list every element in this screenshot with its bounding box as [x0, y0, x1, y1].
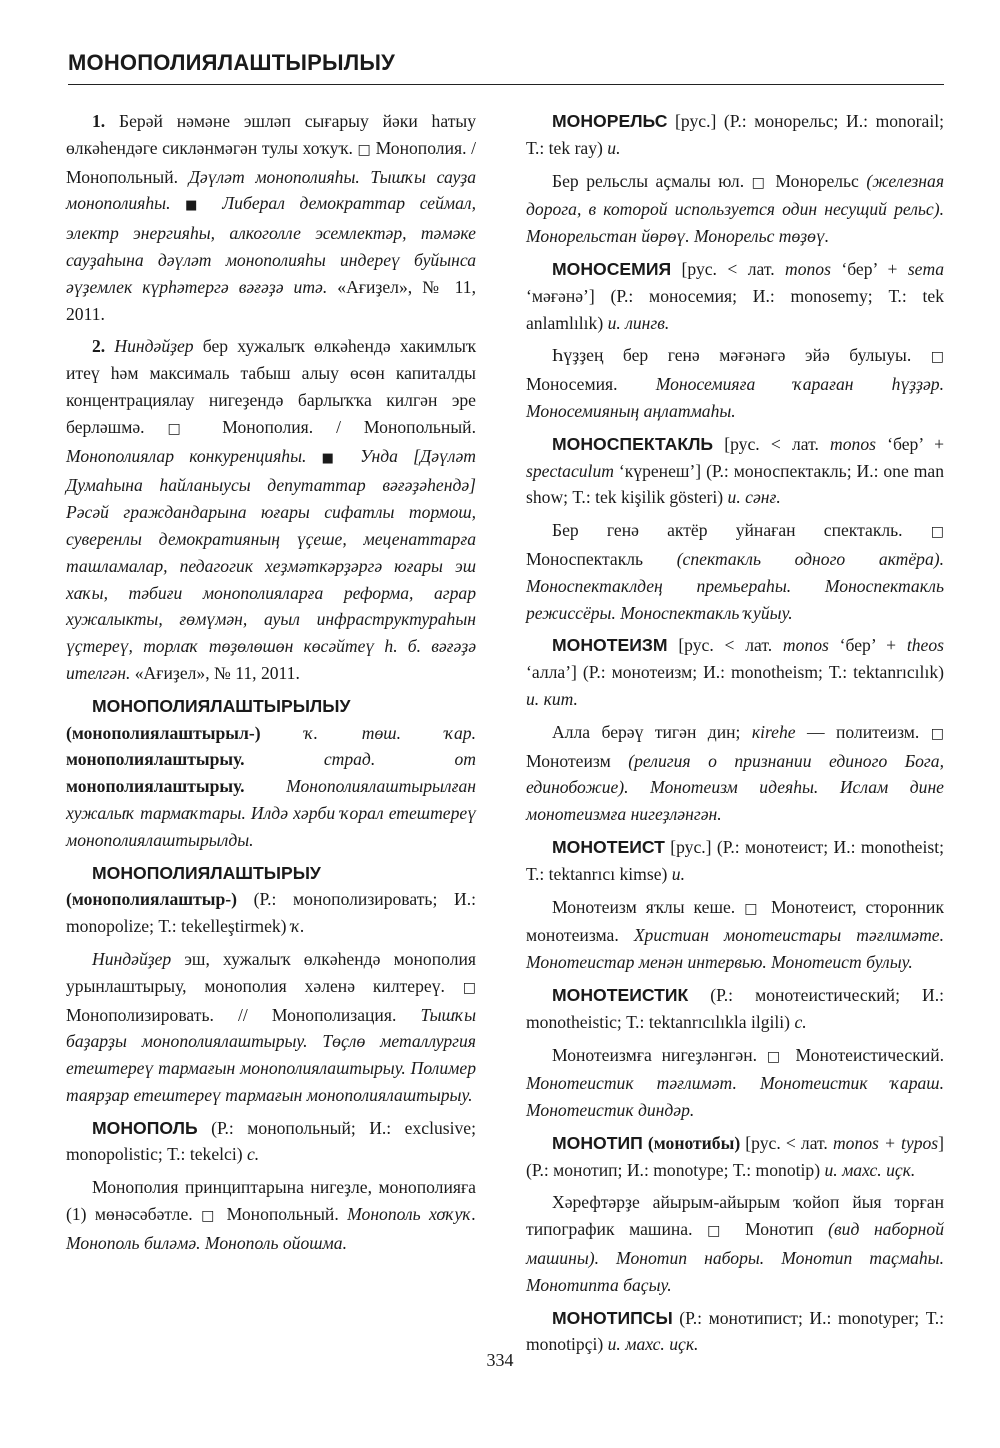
- example-text: Монотеистик тәғлимәт. Монотеистик ҡараш. Монотеистик диндәр.: [526, 1073, 944, 1121]
- square-icon: □: [751, 174, 768, 191]
- example-text: (железная дорога, в которой используется один несущий рельс). Монорельстан йөрөү. Монорельс төҙөү.: [526, 170, 944, 247]
- sense-number: 1.: [92, 111, 106, 131]
- entry-monopoliyalashtyryu: [66, 860, 476, 940]
- variant-form: (монотибы): [642, 1132, 741, 1153]
- etymology: ‘бер’ +: [828, 635, 907, 656]
- running-head: МОНОПОЛИЯЛАШТЫРЫЛЫУ: [68, 50, 395, 75]
- pos-label: и. махс. иҫк.: [603, 1334, 699, 1355]
- entry-monospektakl: [526, 431, 944, 511]
- definition-text: Монотеизмға нигеҙләнгән.: [552, 1044, 767, 1065]
- entry-monoteizm: [526, 632, 944, 712]
- definition-italic: Ниндәйҙер: [92, 948, 172, 969]
- translation-text: Монополия. / Монопольный.: [199, 416, 476, 437]
- left-column: [66, 108, 476, 1263]
- translation-text: Монопольный.: [218, 1204, 348, 1225]
- pos-label: и. лингв.: [603, 312, 670, 333]
- definition: [66, 1174, 476, 1256]
- definition-text: эш, хужалыҡ өлкәһендә монополия урынлаштырыу, монополия хәленә килтереү.: [66, 948, 476, 996]
- definition-text: Монотеизм яҡлы кеше.: [552, 896, 745, 917]
- russian-label: страд. от: [244, 749, 476, 770]
- headword: МОНОТИПСЫ: [552, 1307, 673, 1328]
- example-text: Моносемияға ҡараған һүҙҙәр. Моносемияның аңлатмаһы.: [526, 374, 944, 421]
- stem-form: (монополиялаштыр-): [66, 889, 237, 910]
- translation-text: Монорельс: [767, 170, 867, 191]
- right-column: [526, 108, 944, 1364]
- etymology: ‘бер’ +: [830, 258, 908, 279]
- translation-text: Монотеист, сторонник монотеизма.: [526, 896, 944, 946]
- definition-text: Хәрефтәрҙе айырым-айырым ҡойоп йыя торған типографик машина.: [526, 1192, 944, 1240]
- etymon: monos: [785, 258, 831, 279]
- quotation-source: «Ағиҙел», № 11, 2011.: [130, 662, 300, 683]
- translation-text: Монополизировать. // Монополизация.: [66, 1004, 421, 1025]
- square-icon: □: [930, 524, 944, 541]
- square-icon: □: [930, 349, 944, 366]
- sense-number: 2.: [92, 336, 106, 357]
- definition: [66, 946, 476, 1109]
- quotation-text: Унда [Дәүләт Думаһына һайланыусы депутаттар вәғәҙәһендә] Рәсәй граждандарына юғары сифатлы тормош, суверенлы демократияның үҫеше, меценаттарға ташламалар, педагогик хеҙмәткәрҙәргә юғары эш хаҡы, тәбиғи монополияларға реформа, аграр хужалыкты, ғөмүмән, ауыл инфраструктураһын үҫтереү, торлаҡ төҙөлөшөн көсәйтеү һ. б. вәғәҙә ителгән.: [66, 445, 476, 683]
- entry-monoteistik: [526, 982, 944, 1036]
- headword: МОНОПОЛИЯЛАШТЫРЫУ: [92, 862, 321, 883]
- cross-reference: монополиялаштырыу.: [66, 776, 245, 797]
- entry-monopoliyalashtyryly: [66, 693, 476, 854]
- example-text: Монополиялаштырылған хужалыҡ тармаҡтары. Илдә хәрби ҡорал етештереү монополиялаштырылды.: [66, 776, 476, 850]
- headword: МОНОСЕМИЯ: [552, 258, 672, 279]
- equivalents: [рус.] (Р.: монотеист; И.: monotheist; Т.: tektanrıcı kimse): [526, 836, 944, 884]
- square-icon: □: [462, 979, 476, 996]
- page-number: 334: [486, 1350, 514, 1370]
- equivalents: (Р.: монополизировать; И.: monopolize; Т.: tekelleştirmek): [66, 889, 476, 937]
- etymology: [рус. < лат.: [667, 635, 783, 656]
- definition: [526, 1042, 944, 1124]
- quotation-source: «Ағиҙел», № 11, 2011.: [66, 276, 476, 324]
- etymon: spectaculum: [526, 460, 614, 481]
- definition: [526, 719, 944, 828]
- equivalents: ‘алла’] (Р.: монотеизм; И.: monotheism; Т.: tektanrıcılık): [526, 662, 944, 683]
- translation-text: Моносемия.: [526, 374, 656, 395]
- pos-label: с.: [790, 1011, 807, 1032]
- definition: [526, 1189, 944, 1298]
- entry-monotip: [526, 1130, 944, 1184]
- example-text: (вид наборной машины). Монотип наборы. Монотип таҫмаһы. Монотипта баҫыу.: [526, 1219, 944, 1295]
- definition: [526, 168, 944, 250]
- square-icon: □: [707, 1223, 731, 1240]
- square-icon: □: [930, 725, 944, 742]
- definition-text: Бер генә актёр уйнаған спектакль.: [552, 520, 931, 541]
- example-text: Дәүләт монополияһы. Тышҡы сауҙа монополияһы.: [66, 166, 477, 214]
- definition-text: — политеизм.: [795, 721, 931, 742]
- example-text: (религия о признании единого Бога, единобожие). Монотеизм идеяһы. Ислам дине монотеизмға нигеҙләнгән.: [526, 750, 944, 825]
- translation-text: Монотип: [730, 1219, 829, 1240]
- square-icon: □: [744, 900, 763, 917]
- pos-label: и.: [667, 863, 685, 884]
- entry-monorels: [526, 108, 944, 162]
- example-text: Тышҡы баҙарҙы монополиялаштырыу. Төҫлө металлургия етештереү тармағын монополиялаштырыу. Полимер таярҙар етештереү тармағын монополиялаштырыу.: [66, 1004, 476, 1105]
- headword: МОНОСПЕКТАКЛЬ: [552, 433, 714, 454]
- cross-reference: монополиялаштырыу.: [66, 749, 245, 770]
- headword: МОНОТЕИЗМ: [552, 635, 668, 656]
- pos-label: и. кит.: [526, 688, 578, 709]
- sense-2: [66, 333, 476, 686]
- pos-label: и. сәнғ.: [723, 487, 781, 508]
- square-icon: □: [201, 1208, 219, 1225]
- translation-text: Моноспектакль: [526, 548, 677, 569]
- definition-text: Берәй нәмәне эшләп сығарыу йәки һатыу өлкәһендәге сикләнмәгән тулы хоҡуҡ.: [66, 111, 476, 158]
- etymology: [рус. < лат.: [740, 1132, 833, 1153]
- bullet-icon: ■: [321, 450, 345, 466]
- square-icon: □: [766, 1048, 786, 1065]
- grammar-label: ҡ. төш. ҡар.: [260, 722, 476, 743]
- square-icon: □: [167, 420, 200, 437]
- example-text: Монополь хоҡуҡ. Монополь биләмә. Монополь ойошма.: [66, 1204, 476, 1253]
- sense-1: [66, 108, 476, 327]
- headword: МОНОТЕИСТ: [552, 836, 665, 857]
- equivalents: ] (Р.: монотип; И.: monotype; Т.: monotip): [526, 1132, 944, 1180]
- antonym-label: кireһe: [751, 721, 796, 742]
- equivalents: (Р.: монотипист; И.: monotyper; Т.: monotipçi): [526, 1307, 944, 1355]
- equivalents: ‘күренеш’] (Р.: моноспектакль; И.: one man show; Т.: tek kişilik gösteri): [526, 460, 944, 508]
- etymon: sema: [907, 258, 944, 279]
- entry-monosemiya: [526, 256, 944, 336]
- square-icon: □: [357, 141, 371, 158]
- entry-monoteist: [526, 834, 944, 888]
- equivalents: (Р.: монопольный; И.: exclusive; monopolistic; Т.: tekelci): [66, 1117, 476, 1165]
- definition-text: бер хужалыҡ өлкәһендә хакимлыҡ итеү һәм максималь табыш алыу өсөн капиталды концентрациялау нигеҙендә барлыҡҡа килгән эре берләшмә.: [66, 336, 476, 437]
- etymology: ‘бер’ +: [875, 433, 944, 454]
- pos-label: ҡ.: [286, 916, 305, 937]
- header-rule: [68, 84, 944, 85]
- etymology: [рус. < лат.: [671, 258, 785, 279]
- equivalents: ‘мәғәнә’] (Р.: моносемия; И.: monosemy; Т.: tek anlamlılık): [526, 285, 944, 333]
- headword: МОНОРЕЛЬС: [552, 111, 668, 131]
- etymology: [рус. < лат.: [713, 433, 831, 454]
- definition-text: Алла берәү тигән дин;: [552, 721, 752, 742]
- translation-text: Монотеистический.: [785, 1044, 945, 1065]
- pos-label: и.: [602, 137, 621, 158]
- stem-form: (монополиялаштырыл-): [66, 722, 261, 743]
- definition: [526, 517, 944, 626]
- definition-text: Һүҙҙең бер генә мәғәнәгә эйә булыуы.: [552, 345, 931, 366]
- headword: МОНОПОЛЬ: [92, 1117, 198, 1138]
- pos-label: и. махс. иҫк.: [820, 1159, 916, 1180]
- translation-text: Монотеизм: [526, 750, 629, 771]
- example-text: Монополиялар конкуренцияһы.: [66, 445, 307, 466]
- equivalents: [рус.] (Р.: монорельс; И.: monorail; Т.: tek ray): [526, 111, 944, 158]
- etymon: monos: [830, 433, 876, 454]
- headword: МОНОТЕИСТИК: [552, 984, 689, 1005]
- equivalents: (Р.: монотеистический; И.: monotheistic; Т.: tektanrıcılıkla ilgili): [526, 984, 944, 1032]
- definition-text: Монополия принциптарына нигеҙле, монополияға (1) мөнәсәбәтле.: [66, 1177, 476, 1225]
- etymon: theos: [906, 635, 944, 656]
- bullet-icon: ■: [185, 198, 208, 214]
- etymon: monos: [782, 635, 829, 656]
- definition-italic: Ниндәйҙер: [105, 336, 194, 357]
- quotation-text: Либерал демократтар сеймал, электр энергияһы, алкоголле эсемлектәр, тәмәке сауҙаһына дәүләт монополияһы индереү буйынса әүҙемлек күрһәтергә вәғәҙә итә.: [66, 193, 476, 297]
- entry-monopol: [66, 1115, 476, 1169]
- definition: [526, 894, 944, 976]
- headword: МОНОТИП: [552, 1132, 643, 1153]
- translation-text: Монополия. / Монопольный.: [66, 137, 476, 187]
- pos-label: с.: [242, 1144, 260, 1165]
- etymon: monos + typos: [832, 1132, 939, 1153]
- definition-text: Бер рельслы аҫмалы юл.: [552, 170, 752, 191]
- definition: [526, 342, 944, 424]
- example-text: Христиан монотеистары тәғлимәте. Монотеистар менән интервью. Монотеист булыу.: [526, 925, 944, 973]
- example-text: (спектакль одного актёра). Моноспектаклдең премьераһы. Моноспектакль режиссёры. Моноспектакль ҡуйыу.: [526, 548, 945, 623]
- headword: МОНОПОЛИЯЛАШТЫРЫЛЫУ: [92, 695, 351, 716]
